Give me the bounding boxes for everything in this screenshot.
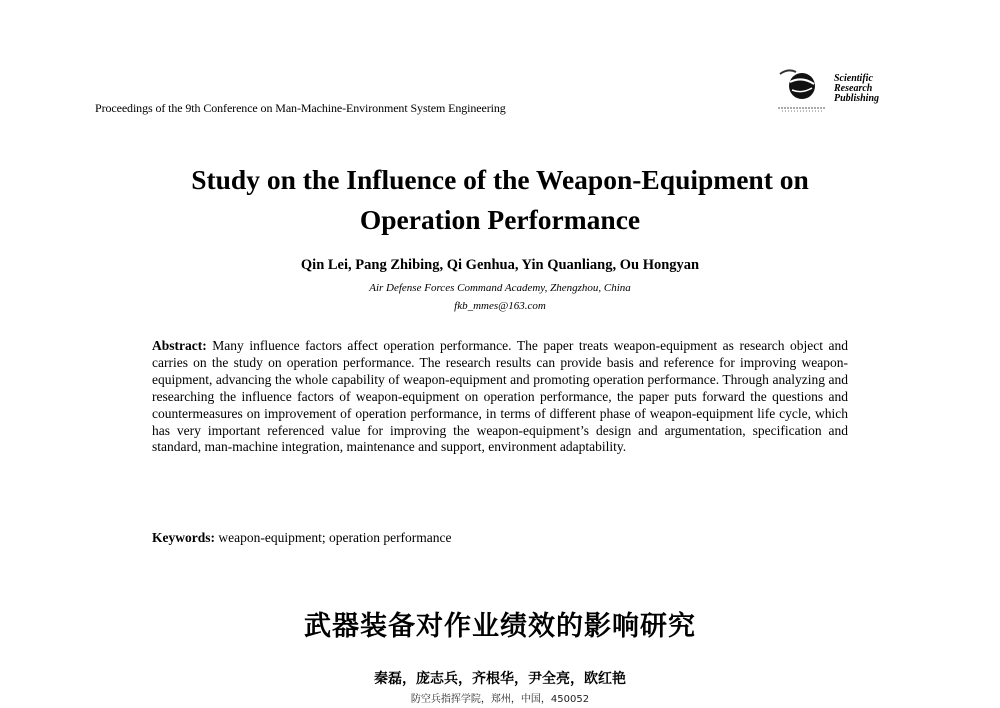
publisher-logo-text: [834, 74, 879, 104]
chinese-affiliation: 防空兵指挥学院，郑州，中国，450052: [410, 694, 590, 705]
paper-title-line-2: Operation Performance: [359, 204, 641, 235]
proceedings-header: Proceedings of the 9th Conference on Man-Machine-Environment System Engineering: [95, 101, 506, 115]
author-email: fkb_mmes@163.com: [454, 300, 546, 312]
affiliation: Air Defense Forces Command Academy, Zhengzhou, China: [369, 282, 631, 294]
logo-word-3: Publishing: [834, 93, 880, 104]
logo-word-1: Scientific: [834, 73, 873, 84]
chinese-title: 武器装备对作业绩效的影响研究: [304, 611, 696, 642]
globe-logo-icon: [774, 66, 830, 114]
abstract: [152, 338, 848, 456]
keywords-label: Keywords:: [152, 530, 215, 545]
chinese-author-list: 秦磊，庞志兵，齐根华，尹全亮，欧红艳: [374, 671, 626, 687]
keywords-text: weapon-equipment; operation performance: [218, 530, 452, 545]
logo-word-2: Research: [834, 83, 873, 94]
abstract-text: Many influence factors affect operation performance. The paper treats weapon-equipment as research object and carries on the study on operation performance. The research results can provide basis and reference for improving weapon-equipment, advancing the whole capability of weapon-equipment and promoting operation performance. Through analyzing and researching the influence factors of weapon-equipment on operation performance, the paper puts forward the questions and countermeasures on improvement of operation performance, in terms of different phase of weapon-equipment life cycle, which has very important referenced value for improving the weapon-equipment’s design and argumentation, specification and standard, man-machine integration, maintenance and support, environment adaptability.: [152, 338, 849, 455]
keywords: [152, 530, 848, 546]
author-list: Qin Lei, Pang Zhibing, Qi Genhua, Yin Quanliang, Ou Hongyan: [300, 257, 700, 273]
abstract-label: Abstract:: [152, 338, 207, 353]
paper-title-line-1: Study on the Influence of the Weapon-Equipment on: [191, 164, 809, 195]
publisher-logo: [774, 66, 896, 114]
